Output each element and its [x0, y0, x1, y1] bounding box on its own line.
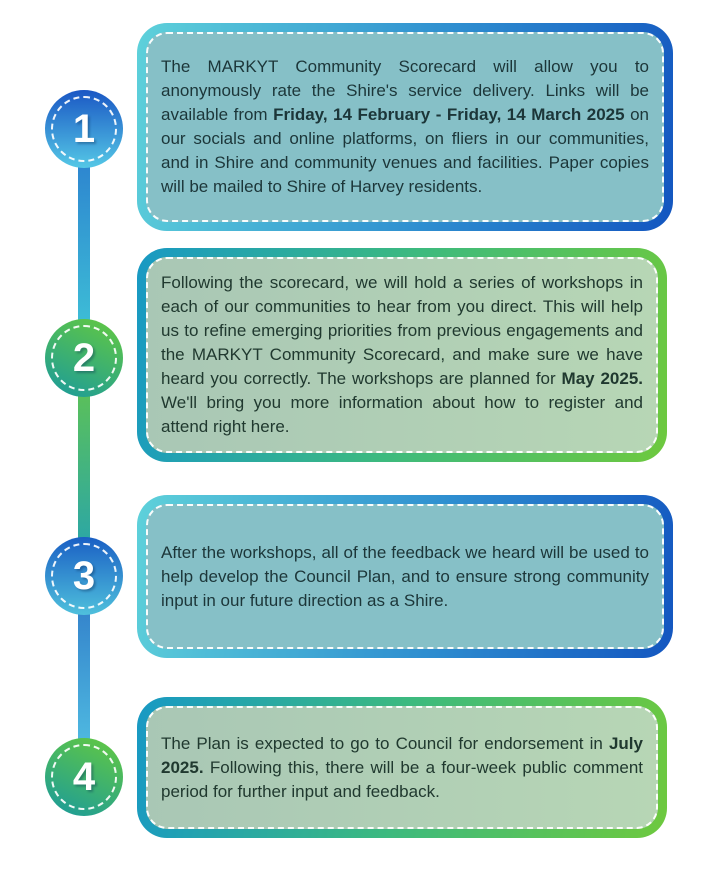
- step-1-badge: [45, 90, 123, 168]
- step-4-badge: [45, 738, 123, 816]
- step-1-number: 1: [72, 107, 96, 151]
- step-1-card-inner: [146, 32, 664, 222]
- step-2-card-inner: [146, 257, 658, 453]
- timeline-connector-line: [78, 129, 90, 777]
- step-2-text: Following the scorecard, we will hold a series of workshops in each of our communities to hear from you direct. This will help us to refine emerging priorities from previous engagements and the MARKYT Community Scorecard, and make sure we have heard you correctly. The workshops are planned for May 2025. We'll bring you more information about how to register and attend right here.: [161, 273, 643, 436]
- step-4-text: The Plan is expected to go to Council for endorsement in July 2025. Following this, there will be a four-week public comment period for further input and feedback.: [161, 733, 643, 801]
- step-1-text: The MARKYT Community Scorecard will allow you to anonymously rate the Shire's service delivery. Links will be available from Friday, 14 February - Friday, 14 March 2025 on our socials and online platforms, on fliers in our communities, and in Shire and community venues and facilities. Paper copies will be mailed to Shire of Harvey residents.: [161, 57, 649, 196]
- step-3-card-inner: [146, 504, 664, 649]
- step-4-card-inner: [146, 706, 658, 829]
- step-3-card: [137, 495, 673, 658]
- step-3-badge: [45, 537, 123, 615]
- step-4-number: 4: [72, 755, 96, 799]
- step-3-text: After the workshops, all of the feedback we heard will be used to help develop the Council Plan, and to ensure strong community input in our future direction as a Shire.: [161, 542, 649, 610]
- step-3-number: 3: [72, 554, 96, 598]
- step-2-card: [137, 248, 667, 462]
- step-2-number: 2: [72, 336, 96, 380]
- step-4-card: [137, 697, 667, 838]
- step-1-card: [137, 23, 673, 231]
- step-2-badge: [45, 319, 123, 397]
